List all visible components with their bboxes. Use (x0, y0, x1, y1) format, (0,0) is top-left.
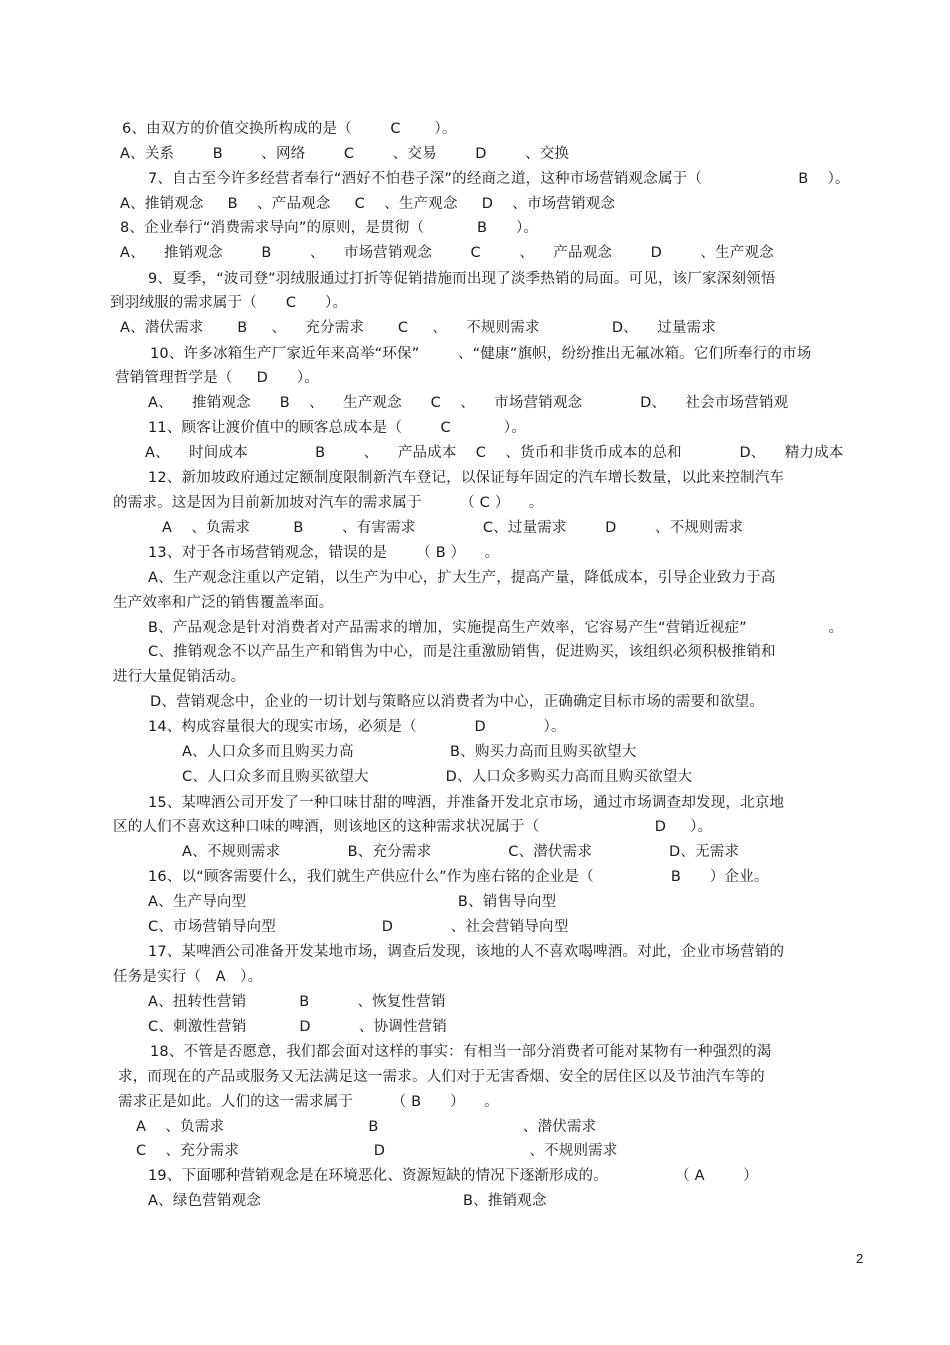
q13-stem: 13、对于各市场营销观念，错误的是 （ B ） 。 (148, 545, 500, 561)
q18-stem-cont2: 需求正是如此。人们的这一需求属于 （ B ） 。 (118, 1094, 499, 1110)
q12-stem-cont: 的需求。这是因为目前新加坡对汽车的需求属于 （ C ） 。 (113, 495, 544, 511)
q7-options: A、推销观念 B 、产品观念 C 、生产观念 D 、市场营销观念 (120, 196, 616, 212)
q16-stem: 16、以“顾客需要什么，我们就生产供应什么”作为座右铭的企业是（ B ）企业。 (148, 869, 769, 885)
q18-options-ab: A 、负需求 B 、潜伏需求 (136, 1119, 597, 1135)
q7-stem: 7、自古至今许多经营者奉行“酒好不怕巷子深”的经商之道，这种市场营销观念属于（ B ）。 (148, 171, 850, 187)
q18-stem: 18、不管是否愿意，我们都会面对这样的事实：有相当一部分消费者可能对某物有一种强烈的渴 (150, 1044, 772, 1060)
q13-option-a-cont: 生产效率和广泛的销售覆盖率面。 (113, 595, 334, 611)
q13-option-c-cont: 进行大量促销活动。 (113, 669, 246, 685)
q17-options-ab: A、扭转性营销 B 、恢复性营销 (148, 994, 446, 1010)
q6-options: A、关系 B 、网络 C 、交易 D 、交换 (120, 146, 570, 162)
q15-stem-cont: 区的人们不喜欢这种口味的啤酒，则该地区的这种需求状况属于（ D ）。 (113, 819, 713, 835)
q13-option-a: A、生产观念注重以产定销，以生产为中心，扩大生产，提高产量，降低成本，引导企业致力于高 (148, 570, 776, 586)
q14-options-cd: C、人口众多而且购买欲望大 D、人口众多购买力高而且购买欲望大 (182, 769, 693, 785)
q13-option-c: C、推销观念不以产品生产和销售为中心，而是注重激励销售，促进购买，该组织必须积极推销和 (148, 644, 776, 660)
q9-stem: 9、夏季，“波司登”羽绒服通过打折等促销措施而出现了淡季热销的局面。可见，该厂家深刻领悟 (148, 271, 776, 287)
q16-options-cd: C、市场营销导向型 D 、社会营销导向型 (148, 919, 569, 935)
q9-options: A、潜伏需求 B 、 充分需求 C 、 不规则需求 D、 过量需求 (120, 320, 716, 336)
q18-stem-cont1: 求，而现在的产品或服务又无法满足这一需求。人们对于无害香烟、安全的居住区以及节油汽车等的 (118, 1069, 765, 1085)
q10-stem: 10、许多冰箱生产厂家近年来高举“环保” 、“健康”旗帜，纷纷推出无氟冰箱。它们所奉行的市场 (150, 346, 812, 362)
q14-stem: 14、构成容量很大的现实市场，必须是（ D ）。 (148, 719, 566, 735)
q19-stem: 19、下面哪种营销观念是在环境恶化、资源短缺的情况下逐渐形成的。 （ A ） (148, 1168, 758, 1184)
q10-stem-cont: 营销管理哲学是（ D ）。 (115, 370, 320, 386)
page-number: 2 (856, 1251, 864, 1266)
q13-option-b: B、产品观念是针对消费者对产品需求的增加，实施提高生产效率，它容易产生“营销近视症” 。 (148, 620, 844, 636)
q17-stem-cont: 任务是实行（ A ）。 (113, 969, 263, 985)
q6-stem: 6、由双方的价值交换所构成的是（ C ）。 (122, 121, 457, 137)
q17-options-cd: C、刺激性营销 D 、协调性营销 (148, 1019, 448, 1035)
q15-options: A、不规则需求 B、充分需求 C、潜伏需求 D、无需求 (182, 844, 740, 860)
q10-options: A、 推销观念 B 、 生产观念 C 、 市场营销观念 D、 社会市场营销观 (148, 395, 789, 411)
q16-options-ab: A、生产导向型 B、销售导向型 (148, 894, 557, 910)
q12-stem: 12、新加坡政府通过定额制度限制新汽车登记，以保证每年固定的汽车增长数量，以此来控制汽车 (148, 470, 785, 486)
q11-stem: 11、顾客让渡价值中的顾客总成本是（ C ）。 (148, 420, 526, 436)
q8-stem: 8、企业奉行“消费需求导向”的原则，是贯彻（ B ）。 (120, 220, 539, 236)
q18-options-cd: C 、充分需求 D 、不规则需求 (136, 1143, 618, 1159)
q15-stem: 15、某啤酒公司开发了一种口味甘甜的啤酒，并准备开发北京市场，通过市场调查却发现，北京地 (148, 795, 785, 811)
q9-stem-cont: 到羽绒服的需求属于（ C ）。 (110, 295, 348, 311)
q13-option-d: D、营销观念中，企业的一切计划与策略应以消费者为中心，正确确定目标市场的需要和欲望。 (150, 694, 765, 710)
q14-options-ab: A、人口众多而且购买力高 B、购买力高而且购买欲望大 (182, 744, 637, 760)
q19-options-ab: A、绿色营销观念 B、推销观念 (148, 1193, 547, 1209)
q11-options: A、 时间成本 B 、 产品成本 C 、货币和非货币成本的总和 D、 精力成本 (145, 445, 844, 461)
q12-options: A 、负需求 B 、有害需求 C、过量需求 D 、不规则需求 (162, 520, 744, 536)
q8-options: A、 推销观念 B 、 市场营销观念 C 、 产品观念 D 、生产观念 (120, 245, 774, 261)
q17-stem: 17、某啤酒公司准备开发某地市场，调查后发现，该地的人不喜欢喝啤酒。对此，企业市场营销的 (148, 944, 785, 960)
